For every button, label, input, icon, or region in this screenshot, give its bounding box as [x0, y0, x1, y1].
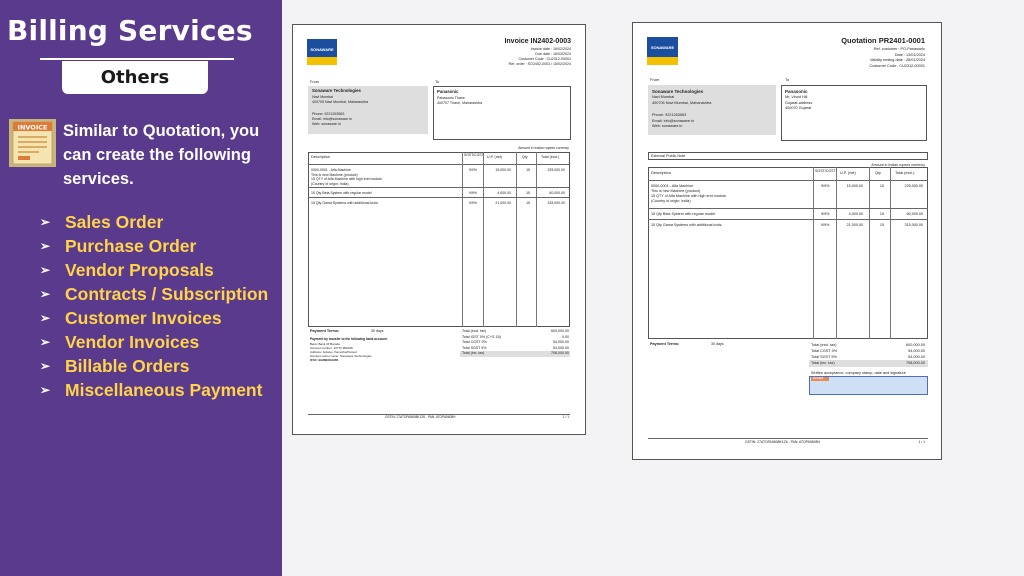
row-qty: 15: [526, 168, 530, 172]
row-total: 225,000.00: [904, 184, 923, 188]
row-tax: 9/9%: [821, 184, 830, 188]
invoice-meta: Invoice date : 16/02/2024: [530, 47, 571, 51]
arrow-bullet-icon: ➢: [40, 263, 51, 277]
public-note: External Public Note: [651, 153, 686, 158]
row-divider: [308, 187, 570, 188]
row-tax: 9/9%: [469, 168, 477, 172]
invoice-title: Invoice IN2402-0003: [504, 38, 571, 45]
sonaware-logo: SONAWARE: [307, 39, 337, 65]
to-address: Panasonic Thane: [437, 96, 465, 100]
sidebar-panel: [0, 0, 282, 576]
bank-info: Account owner name: Sonaware Technologies: [310, 353, 372, 358]
row-desc: This is new Machine (product): [311, 172, 358, 177]
row-qty: 15: [879, 212, 884, 216]
row-tax: 9/9%: [469, 191, 477, 195]
total-value: 54,000.00: [553, 345, 569, 350]
row-divider: [648, 208, 928, 209]
list-item: ➢ Billable Orders: [40, 355, 190, 376]
footer-gstin: GSTIN: 27ATOPA5608K1Z6 - PAN: ATOPA5608H: [745, 440, 820, 444]
row-desc: 15 Qty Gama Systems with additional tools.: [311, 201, 379, 205]
total-label: Total IGST 0% (C+S-18): [462, 334, 501, 339]
column-divider: [869, 167, 870, 339]
row-total: 315,000.00: [547, 201, 565, 205]
row-unit-price: 4,000.00: [497, 191, 511, 195]
total-label: Total (excl. tax): [811, 343, 837, 347]
from-address: 400705 Navi Mumbai, Maharashtra: [652, 100, 712, 105]
page-number: 1 / 1: [918, 440, 925, 444]
arrow-bullet-icon: ➢: [40, 335, 51, 349]
to-name: Panasonic: [785, 89, 808, 94]
col-header: U.P. (net): [487, 155, 502, 159]
arrow-bullet-icon: ➢: [40, 311, 51, 325]
total-label: Total SGST 9%: [462, 345, 487, 350]
total-value: 600,000.00: [551, 329, 569, 333]
quotation-meta: Validity ending date : 28/01/2024: [869, 58, 925, 62]
row-qty: 15: [526, 191, 530, 195]
invoice-meta: Due date : 16/03/2024: [535, 52, 571, 56]
from-address: Navi Mumbai: [312, 95, 333, 99]
row-total: 60,000.00: [549, 191, 565, 195]
row-total: 60,000.00: [906, 212, 923, 216]
invoice-icon-label: INVOICE: [17, 123, 48, 132]
row-unit-price: 21,000.00: [495, 201, 511, 205]
row-qty: 15: [879, 184, 884, 188]
payment-terms-label: Payment Terms:: [650, 342, 680, 346]
row-desc: (Country of origin: India): [311, 181, 349, 186]
currency-note: Amount in Indian rupees currency: [518, 146, 569, 150]
column-divider: [483, 152, 484, 327]
payment-terms-value: 30 days: [711, 342, 724, 346]
invoice-meta: Ref. order : SO2402-0003 / 15/02/2024: [508, 62, 571, 66]
total-label: Total (excl. tax): [462, 329, 487, 333]
col-header: Total (excl.): [895, 171, 915, 175]
col-header: Total (excl.): [541, 155, 560, 159]
to-label: To: [785, 77, 790, 82]
col-header: Description: [651, 170, 672, 175]
row-divider: [648, 219, 928, 220]
total-value: 708,000.00: [905, 361, 925, 365]
from-address: Navi Mumbai: [652, 95, 675, 99]
col-header: Qty: [522, 155, 528, 159]
bank-info: Bank: Bank Of Baroda: [310, 341, 340, 346]
row-desc: 15 Qty Beta System with regular model.: [651, 212, 716, 216]
quotation-document: [632, 22, 942, 460]
slide-title: Billing Services: [7, 14, 253, 47]
row-desc: 0000-0001 - Alfa Machine: [311, 168, 351, 172]
column-divider: [836, 167, 837, 339]
arrow-bullet-icon: ➢: [40, 215, 51, 229]
from-email: Email: info@sonaware.in: [652, 118, 695, 123]
total-value: 600,000.00: [905, 343, 925, 347]
row-tax: 9/9%: [821, 212, 830, 216]
col-header: U.P. (net): [840, 171, 856, 175]
arrow-bullet-icon: ➢: [40, 287, 51, 301]
row-unit-price: 15,000.00: [846, 184, 863, 188]
bank-info: Account number: 10770 900018: [310, 345, 353, 350]
column-divider: [536, 152, 537, 327]
invoice-document: [292, 24, 586, 435]
to-address: 400070 Gujarat: [785, 106, 812, 110]
row-total: 315,000.00: [904, 223, 923, 227]
row-tax: 9/9%: [821, 223, 830, 227]
row-desc: 15 Qty Gama Systems with additional tools.: [651, 223, 723, 227]
row-divider: [308, 197, 570, 198]
col-header: Description: [311, 155, 330, 159]
bank-info: Address: Jalvayu, Kamothe/Panvel: [310, 349, 357, 354]
list-item: ➢ Contracts / Subscription: [40, 283, 269, 304]
total-label: Total CGST 9%: [811, 349, 838, 353]
column-divider: [462, 152, 463, 327]
total-value: 54,000.00: [908, 355, 925, 359]
row-desc: 0000-0001 - Alfa Machine: [651, 184, 694, 188]
row-unit-price: 4,000.00: [848, 212, 863, 216]
table-header-divider: [308, 164, 570, 165]
from-name: Sonaware Technologies: [312, 88, 361, 93]
arrow-bullet-icon: ➢: [40, 383, 51, 397]
from-phone: Phone: 9221263563: [652, 113, 687, 117]
list-item: ➢ Purchase Order: [40, 235, 197, 256]
list-item: ➢ Vendor Invoices: [40, 331, 200, 352]
row-qty: 15: [879, 223, 884, 227]
list-item: ➢ Customer Invoices: [40, 307, 222, 328]
title-underline: [40, 58, 234, 60]
to-name: Panasonic: [437, 89, 459, 94]
services-list: [40, 210, 268, 402]
to-address: 400707 Thane, Maharashtra: [437, 101, 483, 105]
quotation-title: Quotation PR2401-0001: [841, 36, 925, 45]
column-divider: [890, 167, 891, 339]
sonaware-logo: SONAWARE: [647, 37, 678, 65]
to-label: To: [435, 80, 440, 84]
quotation-meta: Ref. customer : PO-Panasonic: [873, 47, 925, 51]
row-unit-price: 21,000.00: [846, 223, 863, 227]
table-header-divider: [648, 180, 928, 181]
row-desc: 15 QTY of Alfa Machine with high end module.: [311, 177, 383, 181]
list-item: ➢ Miscellaneous Payment: [40, 379, 263, 400]
from-web: Web: sonaware.in: [312, 122, 341, 126]
row-total: 225,000.00: [547, 168, 565, 172]
accept-tag: Accept: [811, 377, 829, 381]
bank-info: IFSC: BARB0KAMO: [310, 357, 339, 362]
row-desc: (Country of origin: India): [651, 199, 691, 203]
arrow-bullet-icon: ➢: [40, 359, 51, 373]
total-value: 54,000.00: [908, 349, 925, 353]
quotation-meta: Date : 13/01/2024: [894, 52, 925, 57]
list-item: ➢ Sales Order: [40, 211, 164, 232]
column-divider: [813, 167, 814, 339]
from-web: Web: sonaware.in: [652, 124, 683, 128]
row-desc: 15 QTY of Alfa Machine with high end module.: [651, 194, 727, 198]
total-label: Total (inc. tax): [811, 361, 835, 365]
total-value: 54,000.00: [553, 340, 569, 344]
footer-gstin: GSTIN: 27ATOPA5608K1Z6 - PAN: ATOPA5608H: [385, 415, 456, 419]
quotation-meta: Customer Code : CU2312-00001: [869, 63, 925, 68]
row-qty: 15: [526, 201, 530, 205]
row-desc: This is new Machine (product): [651, 189, 701, 193]
acceptance-text: Written acceptance, company stamp, date and signature: [811, 371, 906, 375]
total-label: Total (inc. tax): [462, 351, 485, 355]
invoice-icon: [9, 119, 56, 167]
bank-info: Payment by transfer to the following bank account:: [310, 337, 388, 341]
total-label: Total CGST 9%: [462, 340, 487, 344]
arrow-bullet-icon: ➢: [40, 239, 51, 253]
row-tax: 9/9%: [469, 201, 477, 205]
row-unit-price: 15,000.00: [495, 168, 511, 172]
footer-rule: [648, 438, 928, 439]
to-address: Gujarat-address: [785, 100, 813, 105]
slide-subtitle: Others: [100, 67, 170, 88]
payment-terms-label: Payment Terms:: [310, 329, 340, 333]
row-desc: 15 Qty Beta System with regular model: [311, 191, 372, 195]
from-label: From: [650, 77, 660, 82]
total-label: Total SGST 9%: [811, 355, 837, 359]
col-header: Qty: [875, 171, 881, 175]
subtitle-tab: [62, 61, 208, 94]
from-address: 400705 Navi Mumbai, Maharashtra: [312, 100, 369, 104]
public-note-box: [648, 152, 928, 160]
col-header: SGST/CGST: [464, 153, 484, 157]
payment-terms-value: 30 days: [371, 329, 384, 333]
total-value: 708,000.00: [551, 351, 569, 355]
to-address: Mr. Vinod Hill: [785, 95, 808, 99]
from-label: From: [310, 80, 319, 84]
from-phone: Phone: 9221263563: [312, 112, 345, 116]
currency-note: Amount in Indian rupees currency: [871, 162, 925, 167]
invoice-meta: Customer Code : CU2312-00001: [518, 57, 571, 61]
from-name: Sonaware Technologies: [652, 89, 704, 94]
intro-text: Similar to Quotation, you can create the following services.: [63, 122, 260, 188]
total-value: 0.00: [562, 334, 569, 339]
col-header: SGST/CGST: [815, 169, 836, 173]
list-item: ➢ Vendor Proposals: [40, 259, 214, 280]
from-email: Email: info@sonaware.in: [312, 117, 352, 121]
column-divider: [516, 152, 517, 327]
page-number: 1 / 1: [562, 415, 569, 419]
